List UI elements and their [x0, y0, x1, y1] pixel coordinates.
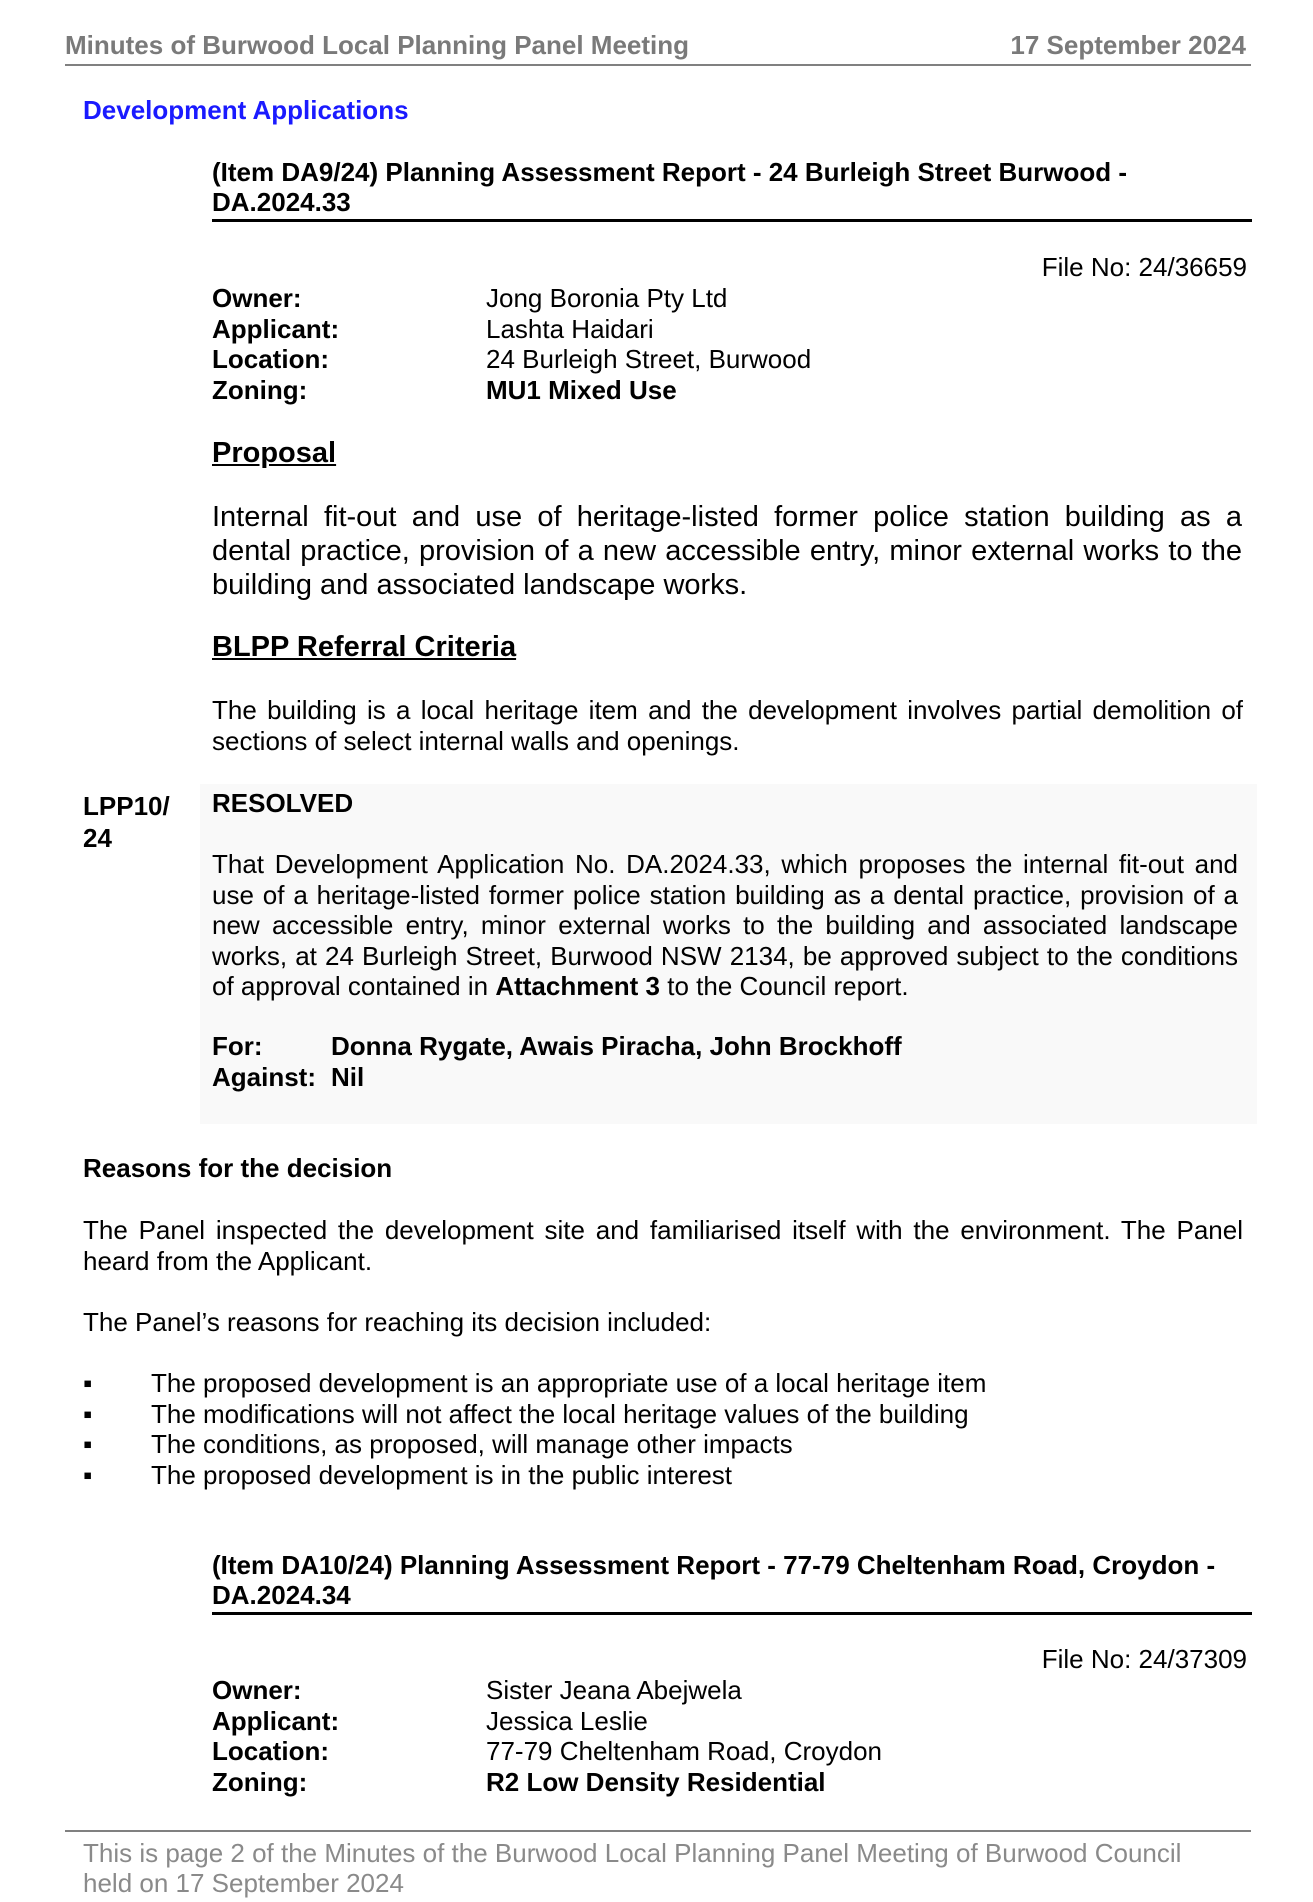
list-item — [83, 1460, 1243, 1491]
reasons-para1: The Panel inspected the development site and familiarised itself with the environment. The Panel heard from the Applicant. — [83, 1215, 1243, 1276]
applicant-label: Applicant: — [212, 313, 340, 344]
item1-title-line1: (Item DA9/24) Planning Assessment Report - 24 Burleigh Street Burwood - — [212, 157, 1127, 187]
footer-line1: This is page 2 of the Minutes of the Burwood Local Planning Panel Meeting of Burwood Council — [83, 1838, 1182, 1868]
item1-file-no: File No: 24/36659 — [1041, 252, 1247, 282]
item1-title-line2: DA.2024.33 — [212, 187, 351, 217]
location-label: Location: — [212, 1736, 329, 1766]
page-header — [65, 30, 1251, 66]
item1-title — [212, 157, 1252, 222]
applicant-value: Jessica Leslie — [486, 1705, 648, 1736]
zoning-label: Zoning: — [212, 374, 308, 405]
resolution-number-line1: LPP10/ — [83, 791, 170, 821]
owner-label: Owner: — [212, 1675, 302, 1705]
item2-details — [212, 1675, 1112, 1799]
zoning-value: MU1 Mixed Use — [486, 374, 677, 405]
list-item — [83, 1368, 1243, 1399]
bullet-icon: ▪ — [83, 1398, 93, 1429]
resolution-number — [83, 790, 170, 854]
owner-value: Jong Boronia Pty Ltd — [486, 283, 728, 313]
location-value: 77-79 Cheltenham Road, Croydon — [486, 1736, 883, 1766]
reasons-para2: The Panel’s reasons for reaching its decision included: — [83, 1307, 712, 1337]
location-label: Location: — [212, 344, 329, 374]
resolution-attachment: Attachment 3 — [495, 971, 661, 1001]
location-value: 24 Burleigh Street, Burwood — [486, 344, 812, 374]
referral-heading: BLPP Referral Criteria — [212, 631, 517, 663]
bullet-icon: ▪ — [83, 1459, 93, 1490]
resolution-text — [212, 849, 1238, 1002]
bullet-icon: ▪ — [83, 1368, 93, 1398]
list-item-text: The modifications will not affect the local heritage values of the building — [151, 1398, 969, 1429]
resolved-heading: RESOLVED — [212, 788, 354, 818]
resolution-text-main: That Development Application No. DA.2024.33, which proposes the internal fit-out and use of a heritage-listed former police station building as a dental practice, provision of a new accessible entry, minor external works to the building and associated landscape works, at 24 Burleigh Street, Burwood NSW 2134, be approved subject to the conditions of approval contained in — [212, 849, 1238, 1001]
item2-title-line1: (Item DA10/24) Planning Assessment Report - 77-79 Cheltenham Road, Croydon - — [212, 1550, 1216, 1580]
resolution-text-end: to the Council report. — [660, 971, 909, 1001]
header-date: 17 September 2024 — [1010, 30, 1246, 60]
reasons-heading: Reasons for the decision — [83, 1153, 393, 1183]
against-value: Nil — [331, 1061, 365, 1092]
bullet-icon: ▪ — [83, 1429, 93, 1459]
item2-title — [212, 1550, 1252, 1615]
list-item — [83, 1399, 1243, 1430]
applicant-value: Lashta Haidari — [486, 313, 654, 344]
against-label: Against: — [212, 1061, 316, 1092]
section-title: Development Applications — [83, 95, 409, 125]
item2-file-no: File No: 24/37309 — [1041, 1644, 1247, 1674]
item2-title-line2: DA.2024.34 — [212, 1580, 351, 1610]
proposal-heading: Proposal — [212, 437, 337, 469]
header-title: Minutes of Burwood Local Planning Panel Meeting — [65, 30, 690, 60]
list-item-text: The proposed development is an appropriate use of a local heritage item — [151, 1368, 987, 1398]
for-value: Donna Rygate, Awais Piracha, John Brockhoff — [331, 1031, 902, 1061]
resolution-number-line2: 24 — [83, 823, 112, 853]
zoning-label: Zoning: — [212, 1766, 308, 1797]
for-label: For: — [212, 1031, 263, 1061]
zoning-value: R2 Low Density Residential — [486, 1766, 826, 1797]
list-item-text: The conditions, as proposed, will manage other impacts — [151, 1429, 793, 1459]
applicant-label: Applicant: — [212, 1705, 340, 1736]
referral-text: The building is a local heritage item and the development involves partial demolition of sections of select internal walls and openings. — [212, 695, 1243, 756]
page-footer — [65, 1830, 1251, 1898]
owner-label: Owner: — [212, 283, 302, 313]
reasons-list — [83, 1368, 1243, 1490]
footer-line2: held on 17 September 2024 — [83, 1868, 404, 1898]
vote-record — [212, 1031, 1112, 1093]
item1-details — [212, 283, 1112, 407]
owner-value: Sister Jeana Abejwela — [486, 1675, 742, 1705]
list-item-text: The proposed development is in the public interest — [151, 1459, 733, 1490]
list-item — [83, 1429, 1243, 1460]
proposal-text: Internal fit-out and use of heritage-listed former police station building as a dental practice, provision of a new accessible entry, minor external works to the building and associated landscape works. — [212, 501, 1242, 601]
